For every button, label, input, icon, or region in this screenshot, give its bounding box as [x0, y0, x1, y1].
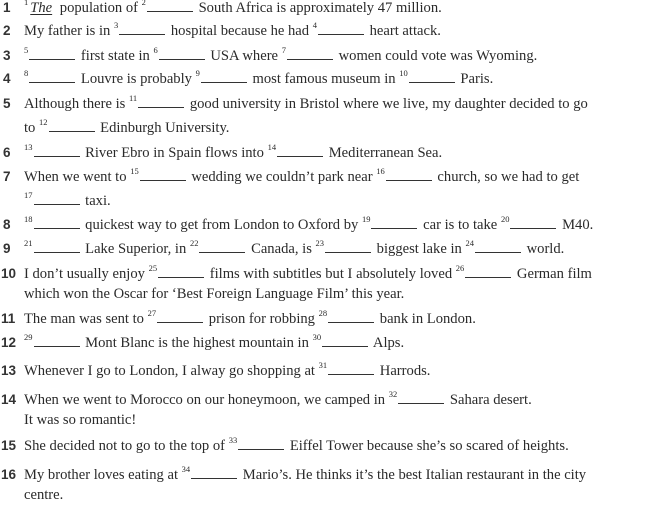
gap-13[interactable]	[24, 144, 82, 162]
answer-blank[interactable]	[409, 81, 455, 83]
sentence-line	[24, 22, 441, 40]
sentence-line	[24, 95, 588, 113]
gap-31[interactable]	[319, 362, 377, 380]
gap-22[interactable]	[190, 240, 248, 258]
sentence-line	[24, 411, 136, 429]
answer-blank[interactable]	[287, 58, 333, 60]
gap-19[interactable]	[362, 216, 420, 234]
sentence-text: Edinburgh University.	[96, 120, 230, 136]
answer-blank[interactable]	[398, 402, 444, 404]
sentence-text: Louvre is probably	[77, 71, 196, 87]
gap-16[interactable]	[376, 168, 434, 186]
gap-23[interactable]	[316, 240, 374, 258]
answer-blank[interactable]	[147, 10, 193, 12]
answer-blank[interactable]	[159, 58, 205, 60]
sentence-line	[24, 168, 579, 186]
gap-number: 28	[318, 308, 328, 319]
item-number: 4	[3, 71, 11, 86]
gap-25[interactable]	[149, 265, 207, 283]
gap-number: 33	[228, 435, 238, 446]
answer-blank[interactable]	[138, 106, 184, 108]
sentence-text: When we went to	[24, 169, 131, 185]
sentence-text: films with subtitles but I absolutely loved	[206, 266, 456, 282]
item-number: 2	[3, 23, 11, 38]
sentence-text: population of	[56, 0, 142, 16]
gap-number: 26	[455, 263, 465, 274]
sentence-text: prison for robbing	[205, 311, 319, 327]
answer-blank[interactable]	[277, 155, 323, 157]
item-number: 5	[3, 96, 11, 111]
gap-number: 8	[24, 68, 29, 79]
answer-blank[interactable]	[328, 373, 374, 375]
sentence-text: She decided not to go to the top of	[24, 438, 229, 454]
sentence-text: Lake Superior, in	[81, 241, 190, 257]
item-number: 12	[1, 335, 17, 350]
sentence-text: Mario’s. He thinks it’s the best Italian restaurant in the city	[239, 467, 587, 483]
gap-4[interactable]	[313, 22, 366, 40]
sentence-text: good university in Bristol where we live, my daughter decided to go	[186, 96, 588, 112]
answer-blank[interactable]	[34, 227, 80, 229]
answer-blank[interactable]	[34, 251, 80, 253]
answer-blank[interactable]	[465, 276, 511, 278]
gap-number: 1	[24, 0, 29, 8]
item-number: 3	[3, 48, 11, 63]
sentence-text: Whenever I go to London, I alway go shopping at	[24, 363, 319, 379]
gap-28[interactable]	[319, 310, 377, 328]
gap-number: 13	[24, 142, 33, 153]
gap-11[interactable]	[129, 95, 186, 113]
answer-blank[interactable]	[322, 345, 368, 347]
sentence-text: car is to take	[419, 217, 501, 233]
item-number: 13	[1, 363, 17, 378]
gap-number: 29	[24, 332, 33, 343]
gap-26[interactable]	[456, 265, 514, 283]
item-number: 9	[3, 241, 11, 256]
sentence-text: Sahara desert.	[446, 392, 532, 408]
gap-number: 11	[128, 93, 138, 104]
item-number: 10	[1, 266, 17, 281]
sentence-text: taxi.	[81, 193, 111, 209]
sentence-text: church, so we had to get	[433, 169, 580, 185]
answer-blank[interactable]	[191, 477, 237, 479]
answer-blank[interactable]	[34, 203, 80, 205]
answer-blank[interactable]	[29, 81, 75, 83]
gap-number: 23	[315, 238, 325, 249]
answer-blank[interactable]	[119, 33, 165, 35]
sentence-line	[24, 362, 430, 380]
sentence-text: wedding we couldn’t park near	[187, 169, 377, 185]
sentence-text: Although there is	[24, 96, 129, 112]
sentence-line	[24, 240, 564, 258]
sentence-line	[24, 466, 586, 484]
gap-number: 21	[24, 238, 33, 249]
sentence-line	[24, 437, 569, 455]
item-number: 8	[3, 217, 11, 232]
gap-5[interactable]	[24, 47, 77, 65]
gap-30[interactable]	[313, 334, 371, 352]
gap-number: 15	[130, 166, 139, 177]
gap-14[interactable]	[268, 144, 326, 162]
answer-blank[interactable]	[49, 130, 95, 132]
sentence-text: heart attack.	[365, 23, 441, 39]
gap-8[interactable]	[24, 70, 77, 88]
gap-number: 34	[181, 464, 191, 475]
gap-1[interactable]	[24, 0, 56, 17]
gap-number: 12	[39, 117, 48, 128]
gap-number: 4	[312, 20, 317, 31]
gap-20[interactable]	[501, 216, 559, 234]
sentence-text: German film	[513, 266, 592, 282]
gap-10[interactable]	[399, 70, 457, 88]
gap-number: 6	[153, 45, 158, 56]
gap-27[interactable]	[148, 310, 206, 328]
answer-blank[interactable]	[371, 227, 417, 229]
sentence-text: which won the Oscar for ‘Best Foreign Language Film’ this year.	[24, 286, 405, 302]
sentence-line	[24, 486, 63, 504]
example-answer: The	[30, 0, 53, 16]
answer-blank[interactable]	[475, 251, 521, 253]
sentence-text: South Africa is approximately 47 million.	[194, 0, 442, 16]
gap-number: 5	[24, 45, 29, 56]
gap-number: 2	[141, 0, 146, 8]
gap-number: 25	[148, 263, 158, 274]
sentence-line	[24, 70, 493, 88]
answer-blank[interactable]	[238, 448, 284, 450]
item-number: 14	[1, 392, 17, 407]
sentence-line	[24, 310, 476, 328]
sentence-text: hospital because he had	[167, 23, 313, 39]
gap-15[interactable]	[130, 168, 188, 186]
gap-number: 16	[376, 166, 385, 177]
answer-blank[interactable]	[328, 321, 374, 323]
gap-number: 22	[189, 238, 199, 249]
gap-33[interactable]	[229, 437, 287, 455]
gap-34[interactable]	[182, 466, 240, 484]
answer-blank[interactable]	[34, 345, 80, 347]
answer-blank[interactable]	[158, 276, 204, 278]
gap-2[interactable]	[142, 0, 195, 17]
gap-number: 18	[24, 214, 33, 225]
gap-number: 17	[24, 190, 33, 201]
answer-blank[interactable]	[199, 251, 245, 253]
sentence-text: I don’t usually enjoy	[24, 266, 149, 282]
answer-blank[interactable]	[140, 179, 186, 181]
answer-blank[interactable]	[318, 33, 364, 35]
sentence-text: Eiffel Tower because she’s so scared of heights.	[286, 438, 569, 454]
sentence-line	[24, 144, 442, 162]
sentence-text: Canada, is	[247, 241, 316, 257]
gap-18[interactable]	[24, 216, 82, 234]
gap-24[interactable]	[465, 240, 523, 258]
item-number: 11	[1, 311, 16, 326]
gap-number: 14	[267, 142, 277, 153]
sentence-text: women could vote was Wyoming.	[334, 48, 538, 64]
sentence-text: My brother loves eating at	[24, 467, 182, 483]
item-number: 6	[3, 145, 11, 160]
gap-number: 30	[312, 332, 322, 343]
sentence-text: River Ebro in Spain flows into	[81, 145, 268, 161]
gap-9[interactable]	[196, 70, 249, 88]
sentence-text: centre.	[24, 487, 64, 503]
gap-32[interactable]	[389, 391, 447, 409]
answer-blank[interactable]	[157, 321, 203, 323]
gap-number: 20	[500, 214, 510, 225]
gap-number: 19	[361, 214, 371, 225]
sentence-text: My father is in	[24, 23, 114, 39]
sentence-text: bank in London.	[376, 311, 476, 327]
sentence-text: Harrods.	[376, 363, 431, 379]
gap-6[interactable]	[153, 47, 206, 65]
sentence-text: Paris.	[456, 71, 494, 87]
gap-29[interactable]	[24, 334, 82, 352]
gap-number: 7	[281, 45, 286, 56]
answer-blank[interactable]	[510, 227, 556, 229]
sentence-text: The man was sent to	[24, 311, 148, 327]
sentence-text: most famous museum in	[248, 71, 400, 87]
answer-blank[interactable]	[325, 251, 371, 253]
gap-number: 10	[399, 68, 408, 79]
sentence-line	[24, 47, 537, 65]
sentence-line	[24, 391, 532, 409]
answer-blank[interactable]	[201, 81, 247, 83]
sentence-line	[24, 192, 111, 210]
sentence-text: When we went to Morocco on our honeymoon, we camped in	[24, 392, 389, 408]
item-number: 1	[3, 0, 11, 15]
sentence-text: It was so romantic!	[24, 412, 137, 428]
gap-12[interactable]	[39, 119, 97, 137]
sentence-text: Mont Blanc is the highest mountain in	[81, 335, 313, 351]
item-number: 16	[1, 467, 17, 482]
gap-number: 9	[195, 68, 200, 79]
gap-number: 3	[113, 20, 119, 31]
sentence-text: Alps.	[370, 335, 405, 351]
sentence-line	[24, 285, 404, 303]
gap-7[interactable]	[282, 47, 335, 65]
sentence-text: biggest lake in	[373, 241, 466, 257]
sentence-line	[24, 216, 593, 234]
sentence-line	[24, 119, 229, 137]
sentence-text: M40.	[558, 217, 594, 233]
sentence-line	[24, 334, 404, 352]
gap-number: 27	[147, 308, 157, 319]
gap-number: 31	[318, 360, 328, 371]
item-number: 7	[3, 169, 11, 184]
gap-number: 32	[388, 389, 398, 400]
gap-3[interactable]	[114, 22, 167, 40]
item-number: 15	[1, 438, 17, 453]
sentence-text: Mediterranean Sea.	[325, 145, 443, 161]
gap-21[interactable]	[24, 240, 82, 258]
answer-blank[interactable]	[386, 179, 432, 181]
sentence-text: USA where	[206, 48, 282, 64]
sentence-text: to	[24, 120, 39, 136]
answer-blank[interactable]	[34, 155, 80, 157]
sentence-line	[24, 265, 592, 283]
sentence-line	[24, 0, 442, 17]
sentence-text: first state in	[77, 48, 154, 64]
gap-number: 24	[465, 238, 474, 249]
gap-17[interactable]	[24, 192, 82, 210]
sentence-text: world.	[522, 241, 565, 257]
answer-blank[interactable]	[29, 58, 75, 60]
sentence-text: quickest way to get from London to Oxford by	[81, 217, 362, 233]
